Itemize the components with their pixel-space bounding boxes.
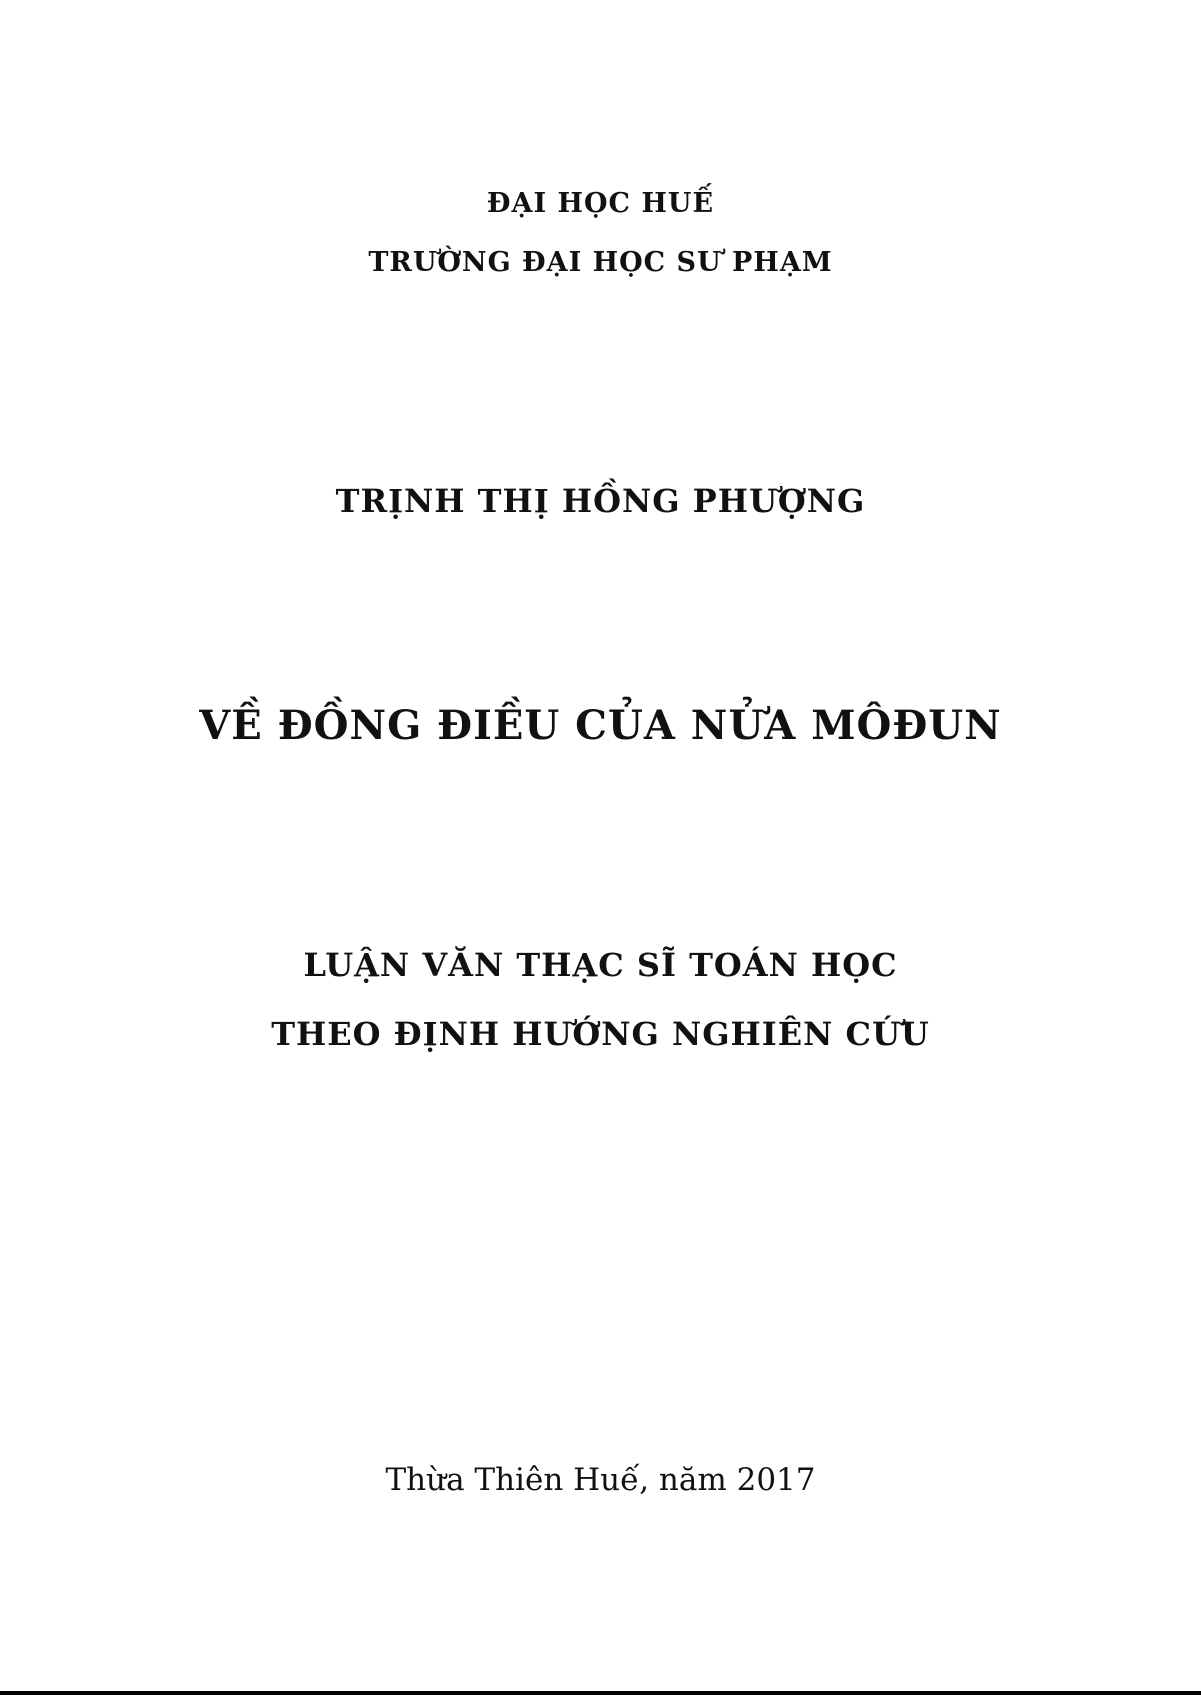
university-name: ĐẠI HỌC HUẾ	[486, 188, 715, 219]
school-name: TRƯỜNG ĐẠI HỌC SƯ PHẠM	[368, 247, 833, 278]
author-name: TRỊNH THỊ HỒNG PHƯỢNG	[335, 482, 866, 520]
thesis-title: VỀ ĐỒNG ĐIỀU CỦA NỬA MÔĐUN	[199, 702, 1002, 749]
degree-line-1: LUẬN VĂN THẠC SĨ TOÁN HỌC	[303, 946, 898, 984]
place-and-year: Thừa Thiên Huế, năm 2017	[385, 1462, 816, 1498]
bottom-edge-rule	[0, 1691, 1201, 1695]
degree-line-2: THEO ĐỊNH HƯỚNG NGHIÊN CỨU	[271, 1015, 930, 1053]
